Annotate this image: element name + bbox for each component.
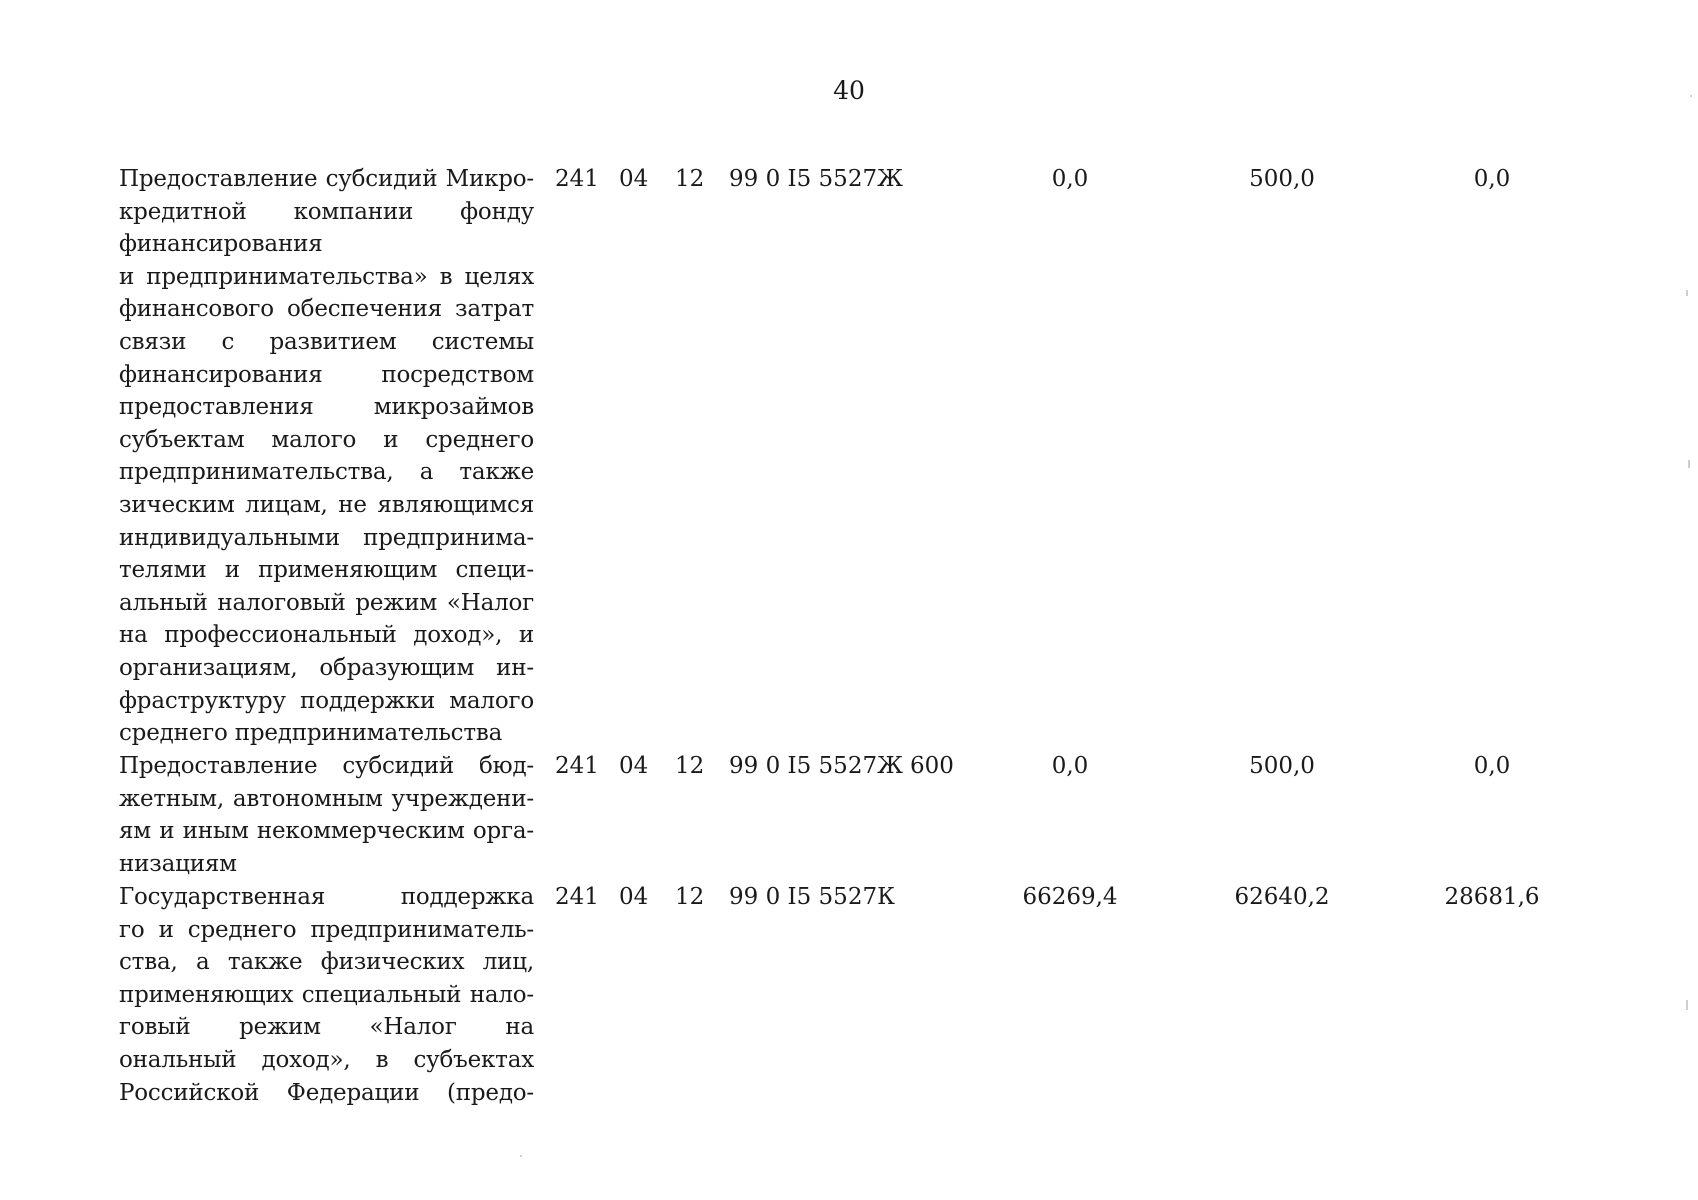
description-line: на профессиональный доход», и — [119, 622, 534, 649]
subsection-code: 12 — [675, 166, 705, 192]
target-article-code: 99 0 I5 5527Ж — [729, 166, 903, 192]
description-line: Российской Федерации (предо- — [119, 1079, 534, 1106]
description-line: финансирования — [119, 231, 323, 258]
description-line: низациям — [119, 850, 237, 877]
description-line: финансового обеспечения затрат — [119, 296, 534, 323]
description-line: Предоставление субсидий Микро- — [119, 166, 534, 192]
row-description — [119, 163, 534, 750]
description-line: кредитной компании фонду — [119, 198, 534, 225]
scan-speck — [1686, 1000, 1688, 1010]
description-line: жетным, автономным учреждени- — [119, 785, 534, 812]
description-line: фраструктуру поддержки малого — [119, 687, 534, 714]
description-line: альный налоговый режим «Налог — [119, 589, 534, 616]
description-line: индивидуальными предпринима- — [119, 524, 534, 551]
amount-year-2: 62640,2 — [1234, 884, 1330, 910]
section-code: 04 — [619, 166, 649, 192]
scan-speck — [1686, 290, 1688, 296]
row-description — [119, 750, 534, 880]
amount-year-1: 66269,4 — [1022, 884, 1118, 910]
description-line: ональный доход», в субъектах — [119, 1046, 534, 1073]
subsection-code: 12 — [675, 753, 705, 779]
description-line: го и среднего предприниматель- — [119, 916, 534, 943]
amount-year-3: 28681,6 — [1444, 884, 1540, 910]
description-line: организациям, образующим ин- — [119, 654, 534, 681]
description-line: связи с развитием системы — [119, 328, 534, 355]
subsection-code: 12 — [675, 884, 705, 910]
amount-year-1: 0,0 — [1051, 753, 1089, 779]
section-code: 04 — [619, 753, 649, 779]
target-article-code: 99 0 I5 5527Ж — [729, 753, 903, 779]
scan-speck — [1690, 95, 1692, 97]
scan-speck — [520, 1155, 522, 1157]
description-line: применяющих специальный нало- — [119, 981, 534, 1008]
description-line: говый режим «Налог на — [119, 1014, 534, 1041]
description-line: среднего предпринимательства — [119, 720, 503, 747]
row-description — [119, 881, 534, 1109]
amount-year-2: 500,0 — [1249, 166, 1315, 192]
expense-type-code: 600 — [910, 753, 954, 779]
page-number: 40 — [833, 76, 865, 105]
amount-year-3: 0,0 — [1473, 753, 1511, 779]
description-line: предоставления микрозаймов — [119, 394, 534, 421]
section-code: 04 — [619, 884, 649, 910]
description-line: ям и иным некоммерческим орга- — [119, 818, 534, 845]
description-line: ства, а также физических лиц, — [119, 949, 534, 976]
description-line: телями и применяющим специ- — [119, 557, 534, 584]
amount-year-2: 500,0 — [1249, 753, 1315, 779]
amount-year-1: 0,0 — [1051, 166, 1089, 192]
description-line: Государственная поддержка — [119, 884, 534, 910]
grbs-code: 241 — [555, 166, 599, 192]
grbs-code: 241 — [555, 753, 599, 779]
description-line: зическим лицам, не являющимся — [119, 491, 534, 518]
target-article-code: 99 0 I5 5527К — [729, 884, 895, 910]
description-line: предпринимательства, а также — [119, 459, 534, 486]
description-line: финансирования посредством — [119, 361, 534, 388]
description-line: Предоставление субсидий бюд- — [119, 753, 534, 779]
grbs-code: 241 — [555, 884, 599, 910]
description-line: и предпринимательства» в целях — [119, 263, 534, 290]
scan-speck — [1688, 460, 1690, 468]
amount-year-3: 0,0 — [1473, 166, 1511, 192]
description-line: субъектам малого и среднего — [119, 426, 534, 453]
